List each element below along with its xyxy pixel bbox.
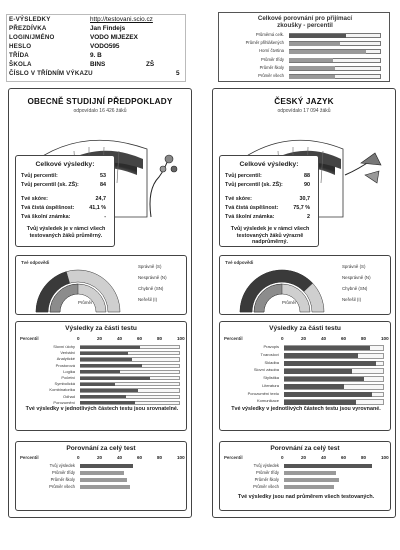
part-label: Logika: [63, 368, 75, 374]
chart-title: [223, 15, 387, 29]
info-value: VODO MIJEZEX: [90, 34, 138, 41]
axis-tick: 100: [381, 336, 389, 341]
section-title: ČESKÝ JAZYK: [274, 97, 334, 106]
part-bar: [284, 377, 364, 382]
compare-bar: [284, 485, 334, 489]
part-bar: [80, 358, 132, 361]
axis-tick: 20: [97, 336, 103, 341]
info-label: PŘEZDÍVKA: [9, 25, 47, 32]
axis-label: Percentil: [224, 455, 243, 460]
axis-tick: 0: [281, 336, 284, 341]
part-bar: [80, 395, 126, 398]
part-bar: [284, 384, 344, 389]
result-label: Tvůj percentil:: [225, 173, 262, 179]
chart-bar: [289, 34, 346, 38]
compare-label: Tvůj výsledek: [253, 463, 279, 468]
chart-title-line1: Celkové porovnání pro přijímací: [257, 15, 353, 22]
part-bar: [284, 346, 370, 351]
result-value: -: [104, 214, 106, 220]
compare-label: Průměr školy: [254, 477, 279, 482]
answers-gauge: [28, 266, 128, 314]
part-bar: [80, 389, 138, 392]
section-title: OBECNĚ STUDIJNÍ PŘEDPOKLADY: [27, 97, 173, 106]
axis-label: Percentil: [20, 455, 39, 460]
part-bar: [80, 401, 135, 404]
part-bar: [284, 392, 372, 397]
osp-column: [8, 88, 192, 518]
compare-label: Průměr třídy: [255, 470, 279, 475]
axis-tick: 40: [321, 455, 327, 460]
part-label: Porozumění textu: [247, 390, 279, 396]
part-label: Slovní úlohy: [53, 344, 75, 349]
result-value: 41,1 %: [89, 205, 106, 211]
legend-item: Nesprávně (N): [138, 275, 167, 280]
info-value: 9. B: [90, 52, 102, 59]
overall-comparison-panel: [219, 441, 391, 511]
axis-tick: 40: [117, 455, 123, 460]
parts-results-panel: [219, 321, 391, 431]
part-label: Slovní zásoba: [253, 367, 279, 373]
overall-results-panel: [15, 155, 115, 247]
admission-comparison-chart: [218, 12, 390, 82]
parts-results-panel: [15, 321, 187, 431]
part-label: Symbolická: [54, 381, 75, 387]
info-label: ČÍSLO V TŘÍDNÍM VÝKAZU: [9, 70, 93, 77]
compare-label: Průměr třídy: [51, 470, 75, 475]
results-title: Celkové výsledky:: [239, 161, 299, 168]
compare-bar: [80, 478, 127, 482]
result-label: Tvé skóre:: [225, 196, 252, 202]
compare-note: Tvé výsledky jsou nad průměrem všech testovaných.: [237, 494, 375, 500]
answers-gauge-panel: [15, 255, 187, 315]
result-value: 75,7 %: [293, 205, 310, 211]
info-value: 5: [176, 70, 180, 77]
axis-tick: 100: [381, 455, 389, 460]
axis-tick: 20: [301, 455, 307, 460]
axis-tick: 0: [77, 336, 80, 341]
compare-bar: [284, 464, 372, 468]
section-subtitle: odpovídalo 17 094 žáků: [277, 108, 331, 114]
chart-row-label: Průměr třídy: [260, 56, 284, 62]
axis-tick: 80: [157, 336, 163, 341]
part-bar: [284, 369, 352, 374]
compare-label: Průměr školy: [50, 477, 75, 482]
legend-item: Nesprávně (N): [342, 275, 371, 280]
chart-bar: [289, 50, 366, 54]
part-label: Stylistika: [263, 375, 279, 380]
gauge-caption: Tvé odpovědi: [21, 260, 50, 265]
overall-results-panel: [219, 155, 319, 247]
chart-row-label: Průměr všech: [258, 73, 284, 78]
compare-bar: [80, 464, 133, 468]
result-label: Tvůj percentil (sk. ZŠ):: [21, 182, 79, 188]
result-value: 84: [100, 182, 106, 188]
part-label: Literatura: [262, 382, 279, 388]
legend-item: Chybně (SN): [342, 286, 368, 291]
part-label: Početní: [61, 375, 75, 380]
gauge-center: Průměr: [282, 300, 297, 305]
part-bar: [80, 352, 128, 355]
part-label: Porozumění: [53, 399, 75, 405]
axis-label: Percentil: [20, 336, 39, 341]
part-label: Skladba: [264, 359, 279, 365]
part-label: Pravopis: [263, 344, 279, 349]
axis-tick: 20: [97, 455, 103, 460]
compare-bar: [284, 471, 336, 475]
chart-row-label: Horní čtvrtina: [259, 48, 284, 54]
part-bar: [80, 346, 140, 349]
compare-title: Porovnání za celý test: [270, 445, 340, 452]
axis-tick: 80: [157, 455, 163, 460]
legend-item: Neřešil (I): [342, 297, 362, 302]
part-bar: [80, 377, 150, 380]
compare-label: Tvůj výsledek: [49, 463, 75, 468]
parts-title: Výsledky za části testu: [65, 325, 137, 332]
answers-gauge: [232, 266, 332, 314]
compare-bar: [284, 478, 339, 482]
chart-row-label: Průměrná celk.: [255, 32, 284, 37]
axis-tick: 80: [361, 336, 367, 341]
axis-tick: 20: [301, 336, 307, 341]
parts-title: Výsledky za části testu: [269, 325, 341, 332]
axis-tick: 0: [281, 455, 284, 460]
result-note: Tvůj výsledek je v rámci všech testovaných žáků průměrný.: [26, 226, 106, 239]
axis-label: Percentil: [224, 336, 243, 341]
part-bar: [80, 364, 142, 367]
info-label: E-VÝSLEDKY: [9, 16, 51, 23]
legend-item: Správně (S): [342, 264, 366, 269]
part-label: Verbální: [60, 350, 75, 356]
axis-tick: 80: [361, 455, 367, 460]
part-label: Komunikace: [256, 398, 279, 404]
compare-bar: [80, 471, 124, 475]
result-value: 53: [100, 173, 106, 179]
chart-bar: [289, 42, 340, 46]
axis-tick: 60: [137, 336, 143, 341]
overall-comparison-panel: [15, 441, 187, 511]
compare-title: Porovnání za celý test: [66, 445, 136, 452]
result-value: 24,7: [95, 196, 106, 202]
axis-tick: 60: [137, 455, 143, 460]
chart-bar: [289, 66, 335, 70]
part-bar: [284, 400, 356, 405]
compare-label: Průměr všech: [49, 484, 75, 489]
results-title: Celkové výsledky:: [35, 161, 95, 168]
info-label: HESLO: [9, 43, 32, 50]
axis-tick: 40: [117, 336, 123, 341]
axis-tick: 0: [77, 455, 80, 460]
part-label: Prostorová: [55, 362, 75, 368]
result-label: Tvá školní známka:: [21, 214, 71, 220]
answers-gauge-panel: [219, 255, 391, 315]
chart-row-label: Průměr přihlášených: [245, 40, 284, 46]
axis-tick: 60: [341, 336, 347, 341]
part-bar: [80, 370, 120, 373]
gauge-center: Průměr: [78, 300, 93, 305]
info-label: ŠKOLA: [9, 61, 32, 68]
info-extra: ZŠ: [146, 61, 155, 68]
result-label: Tvé skóre:: [21, 196, 48, 202]
info-value: BINS: [90, 61, 106, 68]
chart-row-label: Průměr školy: [259, 64, 284, 70]
section-subtitle: odpovídalo 16 426 žáků: [73, 108, 127, 114]
result-label: Tvá školní známka:: [225, 214, 275, 220]
legend-item: Neřešil (I): [138, 297, 158, 302]
gauge-caption: Tvé odpovědi: [225, 260, 254, 265]
parts-note: Tvé výsledky v jednotlivých částech testu jsou vyrovnané.: [231, 406, 381, 412]
parts-note: Tvé výsledky v jednotlivých částech testu jsou srovnatelné.: [25, 406, 179, 412]
part-label: Kombinatorika: [49, 387, 75, 393]
result-value: 90: [304, 182, 310, 188]
info-url[interactable]: http://testovani.scio.cz: [90, 16, 153, 23]
result-note: Tvůj výsledek je v rámci všech testovaných žáků výrazně nadprůměrný.: [230, 226, 310, 246]
axis-tick: 60: [341, 455, 347, 460]
result-value: 88: [304, 173, 310, 179]
result-value: 30,7: [299, 196, 310, 202]
part-label: Odhad: [62, 393, 75, 399]
chart-bar: [289, 58, 333, 62]
axis-tick: 100: [177, 455, 185, 460]
axis-tick: 40: [321, 336, 327, 341]
result-label: Tvůj percentil (sk. ZŠ):: [225, 182, 283, 188]
part-label: Analytické: [56, 356, 75, 362]
info-label: LOGIN/JMÉNO: [9, 34, 55, 41]
part-bar: [284, 353, 358, 358]
compare-bar: [80, 485, 130, 489]
info-label: TŘÍDA: [9, 52, 29, 59]
result-label: Tvá čistá úspěšnost:: [225, 205, 279, 211]
result-label: Tvá čistá úspěšnost:: [21, 205, 75, 211]
part-label: Tvarosloví: [260, 351, 279, 357]
chart-bar: [289, 75, 335, 79]
chart-title-line2: zkoušky - percentil: [277, 22, 333, 29]
axis-tick: 100: [177, 336, 185, 341]
info-value: Jan Findejs: [90, 25, 126, 32]
part-bar: [284, 361, 376, 366]
compare-label: Průměr všech: [253, 484, 279, 489]
part-bar: [80, 383, 115, 386]
cj-column: [212, 88, 396, 518]
legend-item: Správně (S): [138, 264, 162, 269]
info-value: VODO595: [90, 43, 120, 50]
legend-item: Chybně (SN): [138, 286, 164, 291]
result-value: 2: [307, 214, 310, 220]
result-label: Tvůj percentil:: [21, 173, 58, 179]
